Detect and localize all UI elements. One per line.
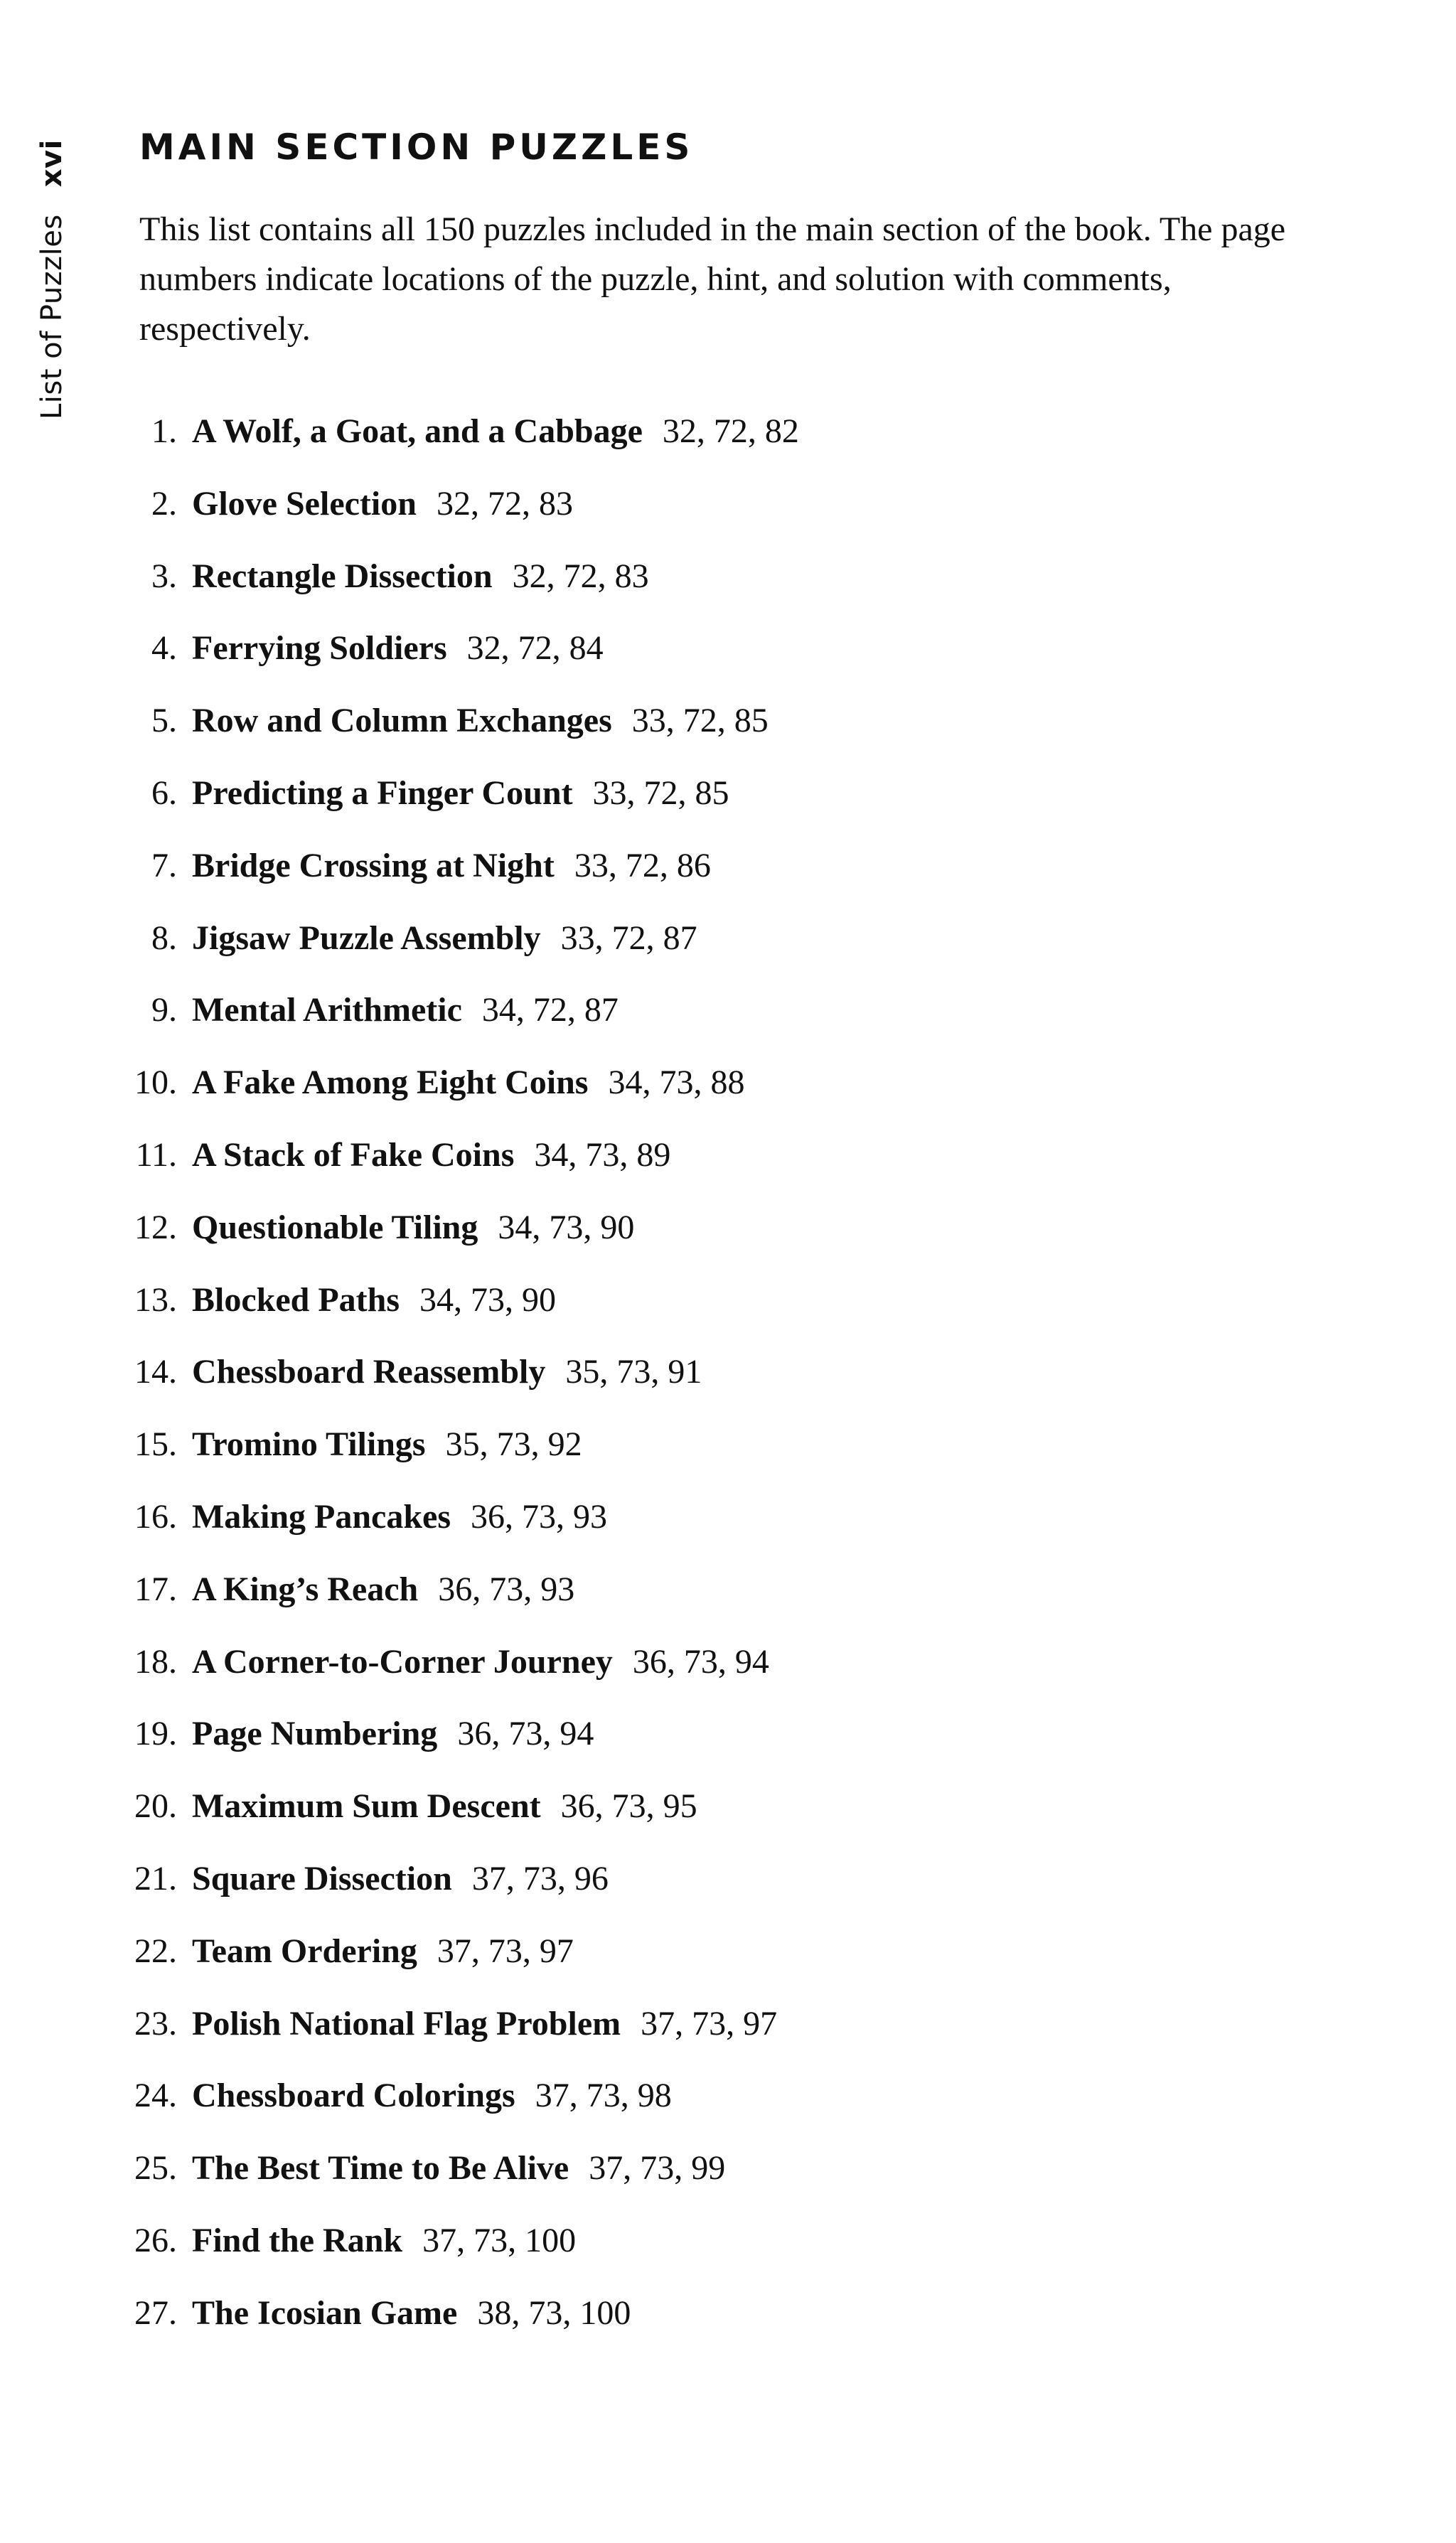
puzzle-title: Team Ordering xyxy=(192,1932,417,1970)
puzzle-entry-body xyxy=(192,1927,574,1976)
puzzle-entry-body xyxy=(192,2143,725,2193)
puzzle-title: Polish National Flag Problem xyxy=(192,2004,621,2043)
puzzle-title: Blocked Paths xyxy=(192,1280,400,1319)
puzzle-pages: 33, 72, 85 xyxy=(631,702,769,740)
intro-paragraph: This list contains all 150 puzzles included in the main section of the book. The page numbers indicate locations of the puzzle, hint, and solution with comments, respectively. xyxy=(139,210,1286,348)
puzzle-number: 21. xyxy=(134,1859,177,1897)
puzzle-entry-body xyxy=(192,1854,609,1904)
puzzle-number: 8. xyxy=(151,919,177,957)
puzzle-pages: 37, 73, 97 xyxy=(437,1932,574,1970)
puzzle-entry xyxy=(0,1782,1456,1854)
puzzle-title: Find the Rank xyxy=(192,2221,403,2259)
puzzle-title: Bridge Crossing at Night xyxy=(192,846,555,884)
puzzle-pages: 35, 73, 91 xyxy=(565,1353,702,1391)
puzzle-entry-body xyxy=(192,1999,777,2049)
puzzle-pages: 32, 72, 82 xyxy=(662,412,799,450)
puzzle-number: 13. xyxy=(134,1280,177,1319)
running-head-section: List of Puzzles xyxy=(36,214,68,419)
puzzle-title: A Stack of Fake Coins xyxy=(192,1135,515,1174)
puzzle-entry xyxy=(0,407,1456,479)
puzzle-entry-body xyxy=(192,1782,697,1831)
puzzle-entry xyxy=(0,1565,1456,1637)
puzzle-entry-body xyxy=(192,1492,607,1542)
puzzle-number: 6. xyxy=(151,773,177,812)
puzzle-number: 4. xyxy=(151,629,177,668)
puzzle-entry xyxy=(0,1709,1456,1782)
puzzle-number: 14. xyxy=(134,1353,177,1391)
puzzle-entry-body xyxy=(192,914,697,963)
puzzle-title: Chessboard Reassembly xyxy=(192,1353,546,1391)
puzzle-title: The Icosian Game xyxy=(192,2293,458,2332)
puzzle-title: Questionable Tiling xyxy=(192,1208,478,1246)
running-head xyxy=(0,0,107,455)
puzzle-entry xyxy=(0,2143,1456,2216)
puzzle-title: Making Pancakes xyxy=(192,1497,451,1536)
puzzle-entry xyxy=(0,1275,1456,1348)
puzzle-pages: 37, 73, 99 xyxy=(589,2149,726,2188)
puzzle-entry xyxy=(0,479,1456,552)
puzzle-number: 24. xyxy=(134,2077,177,2115)
puzzle-entry-body xyxy=(192,1420,582,1469)
puzzle-number: 7. xyxy=(151,846,177,884)
puzzle-entry xyxy=(0,841,1456,914)
puzzle-entry-body xyxy=(192,1058,744,1108)
puzzle-number: 23. xyxy=(134,2004,177,2043)
puzzle-pages: 35, 73, 92 xyxy=(445,1425,582,1464)
puzzle-entry xyxy=(0,1637,1456,1710)
puzzle-pages: 36, 73, 94 xyxy=(457,1715,594,1753)
puzzle-pages: 37, 73, 96 xyxy=(471,1859,609,1897)
puzzle-entry-body xyxy=(192,479,573,529)
puzzle-entry-body xyxy=(192,1203,634,1253)
puzzle-number: 26. xyxy=(134,2221,177,2259)
puzzle-pages: 34, 73, 88 xyxy=(608,1064,745,1102)
puzzle-pages: 34, 73, 90 xyxy=(498,1208,635,1246)
puzzle-number: 15. xyxy=(134,1425,177,1464)
puzzle-pages: 36, 73, 93 xyxy=(438,1570,575,1608)
puzzle-pages: 37, 73, 98 xyxy=(535,2077,672,2115)
puzzle-number: 11. xyxy=(135,1135,177,1174)
puzzle-pages: 36, 73, 95 xyxy=(560,1787,697,1826)
puzzle-entry-body xyxy=(192,623,604,673)
puzzle-pages: 37, 73, 97 xyxy=(641,2004,778,2043)
puzzle-entry xyxy=(0,2288,1456,2361)
puzzle-number: 17. xyxy=(134,1570,177,1608)
puzzle-title: Jigsaw Puzzle Assembly xyxy=(192,919,541,957)
puzzle-number: 1. xyxy=(151,412,177,450)
puzzle-number: 3. xyxy=(151,557,177,595)
puzzle-number: 19. xyxy=(134,1715,177,1753)
puzzle-entry-body xyxy=(192,1565,574,1615)
puzzle-title: A Wolf, a Goat, and a Cabbage xyxy=(192,412,643,450)
puzzle-entry xyxy=(0,696,1456,769)
puzzle-title: A Fake Among Eight Coins xyxy=(192,1064,589,1102)
puzzle-number: 9. xyxy=(151,991,177,1029)
puzzle-title: Square Dissection xyxy=(192,1859,452,1897)
puzzle-pages: 33, 72, 86 xyxy=(574,846,711,884)
puzzle-entry xyxy=(0,1854,1456,1927)
puzzle-title: Glove Selection xyxy=(192,484,417,523)
puzzle-title: Page Numbering xyxy=(192,1715,438,1753)
puzzle-title: A Corner-to-Corner Journey xyxy=(192,1642,613,1681)
puzzle-entry xyxy=(0,985,1456,1058)
puzzle-entry-body xyxy=(192,2288,631,2338)
puzzle-number: 18. xyxy=(134,1642,177,1681)
puzzle-number: 5. xyxy=(151,702,177,740)
puzzle-title: Tromino Tilings xyxy=(192,1425,426,1464)
puzzle-entry-body xyxy=(192,552,649,601)
puzzle-entry xyxy=(0,914,1456,986)
puzzle-number: 27. xyxy=(134,2293,177,2332)
puzzle-entry xyxy=(0,1203,1456,1275)
puzzle-number: 22. xyxy=(134,1932,177,1970)
puzzle-pages: 34, 72, 87 xyxy=(481,991,619,1029)
puzzle-pages: 34, 73, 90 xyxy=(419,1280,557,1319)
puzzle-pages: 32, 72, 83 xyxy=(512,557,649,595)
puzzle-number: 10. xyxy=(134,1064,177,1102)
puzzle-title: A King’s Reach xyxy=(192,1570,419,1608)
puzzle-entry xyxy=(0,1492,1456,1565)
puzzle-entry xyxy=(0,1058,1456,1130)
puzzle-entry xyxy=(0,1347,1456,1420)
puzzle-entry-body xyxy=(192,1275,556,1325)
puzzle-title: Rectangle Dissection xyxy=(192,557,493,595)
puzzle-pages: 36, 73, 94 xyxy=(632,1642,769,1681)
puzzle-entry-body xyxy=(192,985,619,1035)
puzzle-entry xyxy=(0,769,1456,841)
puzzle-entry-body xyxy=(192,2216,576,2266)
puzzle-entry xyxy=(0,2216,1456,2288)
puzzle-entry-body xyxy=(192,1637,769,1687)
puzzle-title: Row and Column Exchanges xyxy=(192,702,612,740)
puzzle-title: Mental Arithmetic xyxy=(192,991,462,1029)
puzzle-number: 12. xyxy=(134,1208,177,1246)
puzzle-pages: 36, 73, 93 xyxy=(471,1497,608,1536)
puzzle-entry-body xyxy=(192,696,769,746)
puzzle-entry xyxy=(0,1999,1456,2072)
puzzle-entry xyxy=(0,1130,1456,1203)
puzzle-title: Maximum Sum Descent xyxy=(192,1787,541,1826)
puzzle-number: 16. xyxy=(134,1497,177,1536)
puzzle-pages: 37, 73, 100 xyxy=(422,2221,577,2259)
puzzle-pages: 32, 72, 83 xyxy=(436,484,573,523)
puzzle-entry-body xyxy=(192,1130,670,1180)
puzzle-entry xyxy=(0,1420,1456,1492)
puzzle-pages: 33, 72, 87 xyxy=(560,919,697,957)
puzzle-pages: 38, 73, 100 xyxy=(477,2293,631,2332)
puzzle-entry xyxy=(0,2071,1456,2143)
puzzle-pages: 34, 73, 89 xyxy=(534,1135,671,1174)
puzzle-entry-body xyxy=(192,841,711,891)
puzzle-entry-body xyxy=(192,1709,594,1759)
puzzle-entry-body xyxy=(192,407,799,456)
puzzle-pages: 32, 72, 84 xyxy=(466,629,604,668)
puzzle-number: 2. xyxy=(151,484,177,523)
puzzle-title: Chessboard Colorings xyxy=(192,2077,515,2115)
puzzle-entry-body xyxy=(192,2071,672,2121)
puzzle-title: Ferrying Soldiers xyxy=(192,629,447,668)
puzzle-entry-body xyxy=(192,769,729,818)
puzzle-title: The Best Time to Be Alive xyxy=(192,2149,569,2188)
puzzle-number: 25. xyxy=(134,2149,177,2188)
puzzle-entry xyxy=(0,1927,1456,1999)
running-head-text xyxy=(36,139,68,419)
page-folio: xvi xyxy=(36,139,68,188)
puzzle-entry-body xyxy=(192,1347,702,1397)
puzzle-entry xyxy=(0,623,1456,696)
puzzle-list xyxy=(0,407,1456,2361)
puzzle-title: Predicting a Finger Count xyxy=(192,773,573,812)
puzzle-entry xyxy=(0,552,1456,624)
section-heading: MAIN SECTION PUZZLES xyxy=(139,127,694,168)
puzzle-pages: 33, 72, 85 xyxy=(592,773,729,812)
puzzle-number: 20. xyxy=(134,1787,177,1826)
